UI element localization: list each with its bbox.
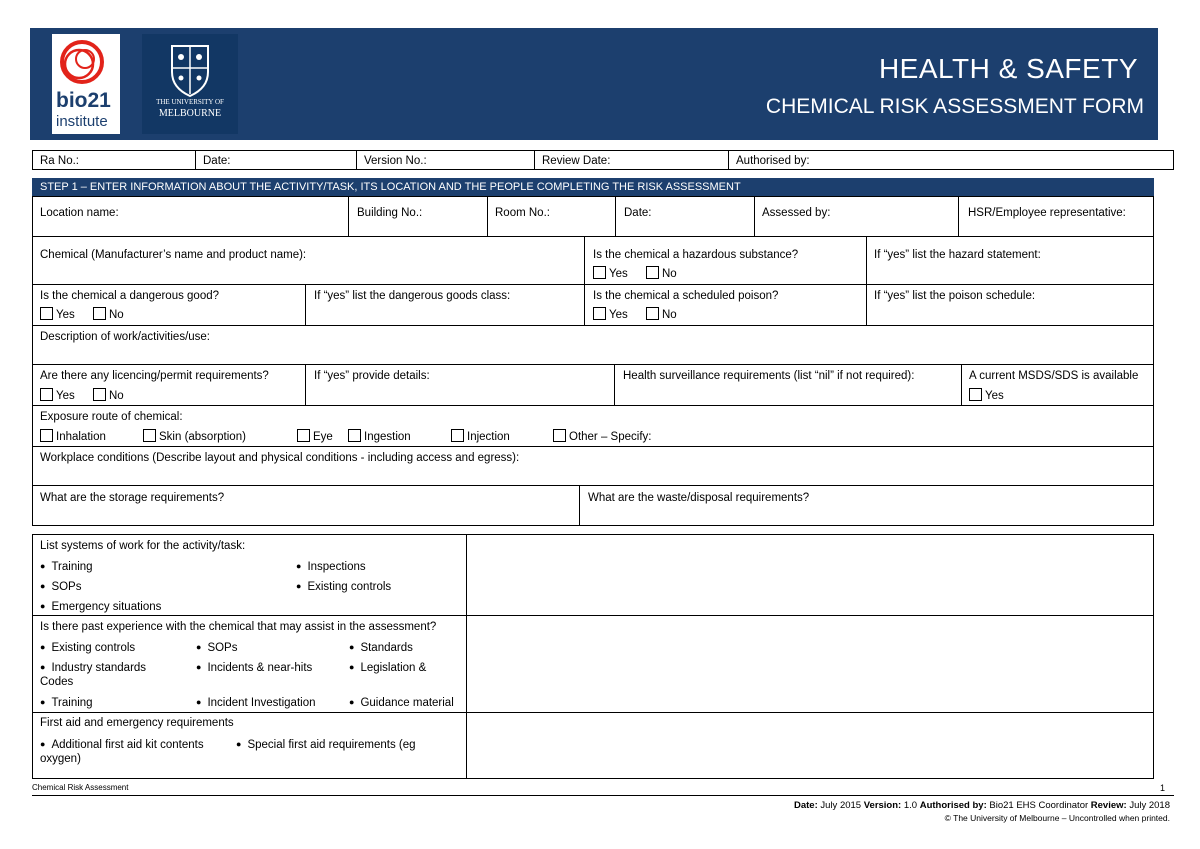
footer-doc-name: Chemical Risk Assessment [32,783,129,792]
list-item: ● Legislation & [349,660,426,675]
chemical-name-field[interactable]: Chemical (Manufacturer’s name and product name): [40,249,307,261]
bio21-logo [52,34,120,134]
assessed-by-field[interactable]: Assessed by: [762,207,831,219]
no-label: No [662,268,677,280]
row-divider [32,405,1154,406]
dg-no-option[interactable] [93,307,124,322]
divider [487,196,488,236]
row-divider [32,446,1154,447]
footer-version-value: 1.0 [903,800,918,811]
yes-label: Yes [56,309,75,321]
divider [961,364,962,405]
poison-schedule-field[interactable]: If “yes” list the poison schedule: [874,290,1036,302]
divider [348,196,349,236]
hazardous-yes-option[interactable] [593,266,628,281]
list-item: ● SOPs [196,640,237,655]
list-item: ● Incident Investigation [196,695,315,710]
no-label: No [109,309,124,321]
ra-no-field[interactable]: Ra No.: [40,155,79,167]
storage-requirements-field[interactable]: What are the storage requirements? [40,492,225,504]
checkbox-icon[interactable] [451,429,464,442]
route-eye-option[interactable] [297,429,333,444]
divider [614,364,615,405]
no-label: No [109,390,124,402]
uom-logo-line1: THE UNIVERSITY OF [156,98,224,106]
divider [584,236,585,284]
divider [466,534,467,779]
list-item: ● Existing controls [296,579,391,594]
date-field[interactable]: Date: [203,155,231,167]
checkbox-icon[interactable] [40,388,53,401]
page-title: HEALTH & SAFETY [878,53,1138,84]
yes-label: Yes [609,268,628,280]
checkbox-icon[interactable] [553,429,566,442]
waste-requirements-field[interactable]: What are the waste/disposal requirements? [588,492,810,504]
no-label: No [662,309,677,321]
version-no-field[interactable]: Version No.: [364,155,427,167]
footer-meta [794,800,1170,812]
checkbox-icon[interactable] [593,266,606,279]
scheduled-poison-question: Is the chemical a scheduled poison? [593,290,779,302]
divider [866,284,867,325]
footer-version-label: Version: [863,800,902,811]
hazard-statement-field[interactable]: If “yes” list the hazard statement: [874,249,1041,261]
list-item: ● Incidents & near-hits [196,660,312,675]
yes-label: Yes [985,390,1004,402]
list-item-continued: oxygen) [40,753,81,765]
building-no-field[interactable]: Building No.: [357,207,423,219]
footer-auth-value: Bio21 EHS Coordinator [989,800,1089,811]
licencing-no-option[interactable] [93,388,124,403]
licencing-details-field[interactable]: If “yes” provide details: [314,370,430,382]
msds-yes-option[interactable] [969,388,1004,403]
divider [534,150,535,170]
list-item: ● Inspections [296,559,366,574]
footer-review-label: Review: [1090,800,1127,811]
row-divider [32,284,1154,285]
yes-label: Yes [609,309,628,321]
dg-class-field[interactable]: If “yes” list the dangerous goods class: [314,290,511,302]
health-surveillance-field[interactable]: Health surveillance requirements (list “nil” if not required): [623,370,915,382]
route-label: Skin (absorption) [159,431,246,443]
location-name-field[interactable]: Location name: [40,207,119,219]
hazardous-question: Is the chemical a hazardous substance? [593,249,799,261]
footer-date-label: Date: [794,800,818,811]
checkbox-icon[interactable] [297,429,310,442]
divider [579,485,580,526]
workplace-conditions-field[interactable]: Workplace conditions (Describe layout and physical conditions - including access and egress): [40,452,520,464]
list-item: ● Additional first aid kit contents [40,737,204,752]
uom-crest-icon [142,34,238,100]
list-item: ● Special first aid requirements (eg [236,737,416,752]
list-item: ● Training [40,559,93,574]
licencing-yes-option[interactable] [40,388,75,403]
route-label: Injection [467,431,510,443]
divider [754,196,755,236]
list-item: ● SOPs [40,579,81,594]
divider [728,150,729,170]
first-aid-heading: First aid and emergency requirements [40,717,234,729]
assessment-date-field[interactable]: Date: [624,207,652,219]
row-divider [32,325,1154,326]
row-divider [32,712,1154,713]
checkbox-icon[interactable] [348,429,361,442]
uom-logo-line2: MELBOURNE [158,108,222,119]
poison-no-option[interactable] [646,307,677,322]
divider [305,284,306,325]
authorised-by-field[interactable]: Authorised by: [736,155,810,167]
row-divider [32,364,1154,365]
footer-rule [32,795,1174,796]
checkbox-icon[interactable] [143,429,156,442]
checkbox-icon[interactable] [969,388,982,401]
divider [584,284,585,325]
route-skin-option[interactable] [143,429,246,444]
review-date-field[interactable]: Review Date: [542,155,611,167]
msds-question: A current MSDS/SDS is available [969,370,1139,382]
dangerous-good-question: Is the chemical a dangerous good? [40,290,220,302]
systems-heading: List systems of work for the activity/task: [40,540,246,552]
row-divider [32,485,1154,486]
footer-date-value: July 2015 [820,800,862,811]
checkbox-icon[interactable] [646,266,659,279]
hsr-field[interactable]: HSR/Employee representative: [968,207,1126,219]
list-item: ● Emergency situations [40,599,161,614]
divider [958,196,959,236]
footer-page-number: 1 [1160,783,1166,793]
yes-label: Yes [56,390,75,402]
checkbox-icon[interactable] [93,388,106,401]
licencing-question: Are there any licencing/permit requirements? [40,370,269,382]
page-subtitle: CHEMICAL RISK ASSESSMENT FORM [765,95,1144,118]
list-item: ● Standards [349,640,413,655]
route-other-option[interactable] [553,429,651,444]
footer-copyright: © The University of Melbourne – Uncontrolled when printed. [944,813,1170,823]
route-label: Eye [313,431,333,443]
route-inhalation-option[interactable] [40,429,106,444]
step1-table [32,196,1154,526]
list-item-continued: Codes [40,676,74,688]
divider [195,150,196,170]
list-item: ● Industry standards [40,660,146,675]
checkbox-icon[interactable] [646,307,659,320]
route-ingestion-option[interactable] [348,429,411,444]
poison-yes-option[interactable] [593,307,628,322]
hazardous-no-option[interactable] [646,266,677,281]
route-label: Other – Specify: [569,431,652,443]
step1-heading: STEP 1 – ENTER INFORMATION ABOUT THE ACTIVITY/TASK, ITS LOCATION AND THE PEOPLE COMPLETING THE RISK ASSESSMENT [32,178,1154,196]
room-no-field[interactable]: Room No.: [495,207,550,219]
uom-logo [142,34,238,134]
exposure-route-label: Exposure route of chemical: [40,411,183,423]
list-item: ● Guidance material [349,695,454,710]
route-label: Inhalation [56,431,106,443]
divider [356,150,357,170]
divider [866,236,867,284]
past-experience-heading: Is there past experience with the chemical that may assist in the assessment? [40,621,437,633]
bio21-logo-text: bio21 [56,89,111,112]
row-divider [32,615,1154,616]
route-label: Ingestion [364,431,411,443]
checkbox-icon[interactable] [40,429,53,442]
footer-auth-label: Authorised by: [919,800,987,811]
checkbox-icon[interactable] [93,307,106,320]
footer-review-value: July 2018 [1129,800,1170,811]
description-field[interactable]: Description of work/activities/use: [40,331,211,343]
route-injection-option[interactable] [451,429,510,444]
checkbox-icon[interactable] [593,307,606,320]
list-item: ● Training [40,695,93,710]
divider [615,196,616,236]
row-divider [32,236,1154,237]
list-item: ● Existing controls [40,640,135,655]
checkbox-icon[interactable] [40,307,53,320]
dg-yes-option[interactable] [40,307,75,322]
divider [305,364,306,405]
bio21-logo-subtext: institute [56,113,108,130]
